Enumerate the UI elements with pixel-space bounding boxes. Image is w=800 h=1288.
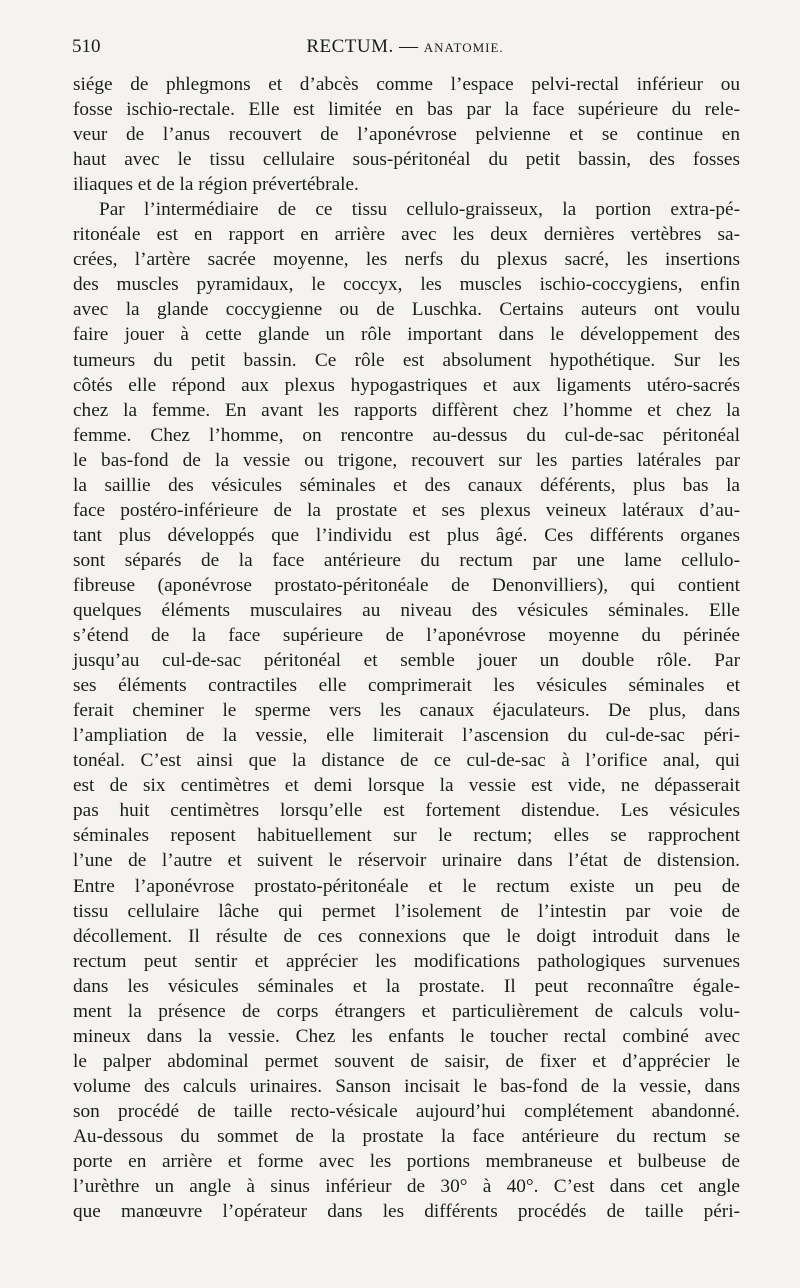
text-line: la saillie des vésicules séminales et des canaux déférents, plus bas la <box>73 474 740 496</box>
text-line: femme. Chez l’homme, on rencontre au-dessus du cul-de-sac péritonéal <box>73 424 740 446</box>
text-line: séminales reposent habituellement sur le rectum; elles se rapprochent <box>73 825 740 847</box>
text-line: porte en arrière et forme avec les portions membraneuse et bulbeuse de <box>73 1151 740 1173</box>
body-text <box>73 72 740 1224</box>
text-line: pas huit centimètres lorsqu’elle est fortement distendue. Les vésicules <box>73 800 740 822</box>
page-number: 510 <box>72 36 101 57</box>
text-line: fibreuse (aponévrose prostato-péritonéale de Denonvilliers), qui contient <box>73 574 740 596</box>
text-line: ritonéale est en rapport en arrière avec les deux dernières vertèbres sa- <box>73 224 740 246</box>
page-header <box>70 36 740 62</box>
text-line: Entre l’aponévrose prostato-péritonéale et le rectum existe un peu de <box>73 875 740 897</box>
text-line: l’une de l’autre et suivent le réservoir urinaire dans l’état de distension. <box>73 850 740 872</box>
text-line: côtés elle répond aux plexus hypogastriques et aux ligaments utéro-sacrés <box>73 374 740 396</box>
text-line: son procédé de taille recto-vésicale aujourd’hui complétement abandonné. <box>73 1100 740 1122</box>
text-line: Au-dessous du sommet de la prostate la face antérieure du rectum se <box>73 1125 740 1147</box>
text-line: volume des calculs urinaires. Sanson incisait le bas-fond de la vessie, dans <box>73 1075 740 1097</box>
text-line: l’urèthre un angle à sinus inférieur de 30° à 40°. C’est dans cet angle <box>73 1176 740 1198</box>
paragraph <box>73 72 740 197</box>
text-line: quelques éléments musculaires au niveau des vésicules séminales. Elle <box>73 599 740 621</box>
text-line: jusqu’au cul-de-sac péritonéal et semble jouer un double rôle. Par <box>73 650 740 672</box>
text-line: ment la présence de corps étrangers et particulièrement de calculs volu- <box>73 1000 740 1022</box>
text-line: faire jouer à cette glande un rôle important dans le développement des <box>73 324 740 346</box>
text-line: mineux dans la vessie. Chez les enfants le toucher rectal combiné avec <box>73 1025 740 1047</box>
text-line: décollement. Il résulte de ces connexions que le doigt introduit dans le <box>73 925 740 947</box>
text-line: ferait cheminer le sperme vers les canaux éjaculateurs. De plus, dans <box>73 700 740 722</box>
text-line: le palper abdominal permet souvent de saisir, de fixer et d’apprécier le <box>73 1050 740 1072</box>
text-line: sont séparés de la face antérieure du rectum par une lame cellulo- <box>73 549 740 571</box>
header-separator: — <box>399 36 419 57</box>
text-line: haut avec le tissu cellulaire sous-péritonéal du petit bassin, des fosses <box>73 149 740 171</box>
text-line: crées, l’artère sacrée moyenne, les nerfs du plexus sacré, les insertions <box>73 249 740 271</box>
text-line: tonéal. C’est ainsi que la distance de ce cul-de-sac à l’orifice anal, qui <box>73 750 740 772</box>
text-line: avec la glande coccygienne ou de Luschka. Certains auteurs ont voulu <box>73 299 740 321</box>
text-line: siége de phlegmons et d’abcès comme l’espace pelvi-rectal inférieur ou <box>73 74 740 95</box>
running-head <box>70 36 740 58</box>
paragraph <box>73 197 740 1224</box>
running-title: RECTUM. <box>306 36 394 57</box>
text-line: des muscles pyramidaux, le coccyx, les muscles ischio-coccygiens, enfin <box>73 274 740 296</box>
text-line: tissu cellulaire lâche qui permet l’isolement de l’intestin par voie de <box>73 900 740 922</box>
text-line: tumeurs du petit bassin. Ce rôle est absolument hypothétique. Sur les <box>73 349 740 371</box>
text-line: l’ampliation de la vessie, elle limiterait l’ascension du cul-de-sac péri- <box>73 725 740 747</box>
text-line: dans les vésicules séminales et la prostate. Il peut reconnaître égale- <box>73 975 740 997</box>
text-line: ses éléments contractiles elle comprimerait les vésicules séminales et <box>73 675 740 697</box>
text-line: veur de l’anus recouvert de l’aponévrose pelvienne et se continue en <box>73 124 740 146</box>
text-line: Par l’intermédiaire de ce tissu cellulo-graisseux, la portion extra-pé- <box>99 199 740 221</box>
text-line: que manœuvre l’opérateur dans les différents procédés de taille péri- <box>73 1201 740 1223</box>
section-name: ANATOMIE. <box>423 40 504 55</box>
text-line: est de six centimètres et demi lorsque la vessie est vide, ne dépasserait <box>73 775 740 797</box>
text-line: tant plus développés que l’individu est plus âgé. Ces différents organes <box>73 524 740 546</box>
text-line: rectum peut sentir et apprécier les modifications pathologiques survenues <box>73 950 740 972</box>
text-line: s’étend de la face supérieure de l’aponévrose moyenne du périnée <box>73 625 740 647</box>
text-line: chez la femme. En avant les rapports diffèrent chez l’homme et chez la <box>73 399 740 421</box>
text-line: iliaques et de la région prévertébrale. <box>73 174 359 196</box>
text-line: face postéro-inférieure de la prostate et ses plexus veineux latéraux d’au- <box>73 499 740 521</box>
text-line: fosse ischio-rectale. Elle est limitée en bas par la face supérieure du rele- <box>73 99 740 121</box>
text-line: le bas-fond de la vessie ou trigone, recouvert sur les parties latérales par <box>73 449 740 471</box>
